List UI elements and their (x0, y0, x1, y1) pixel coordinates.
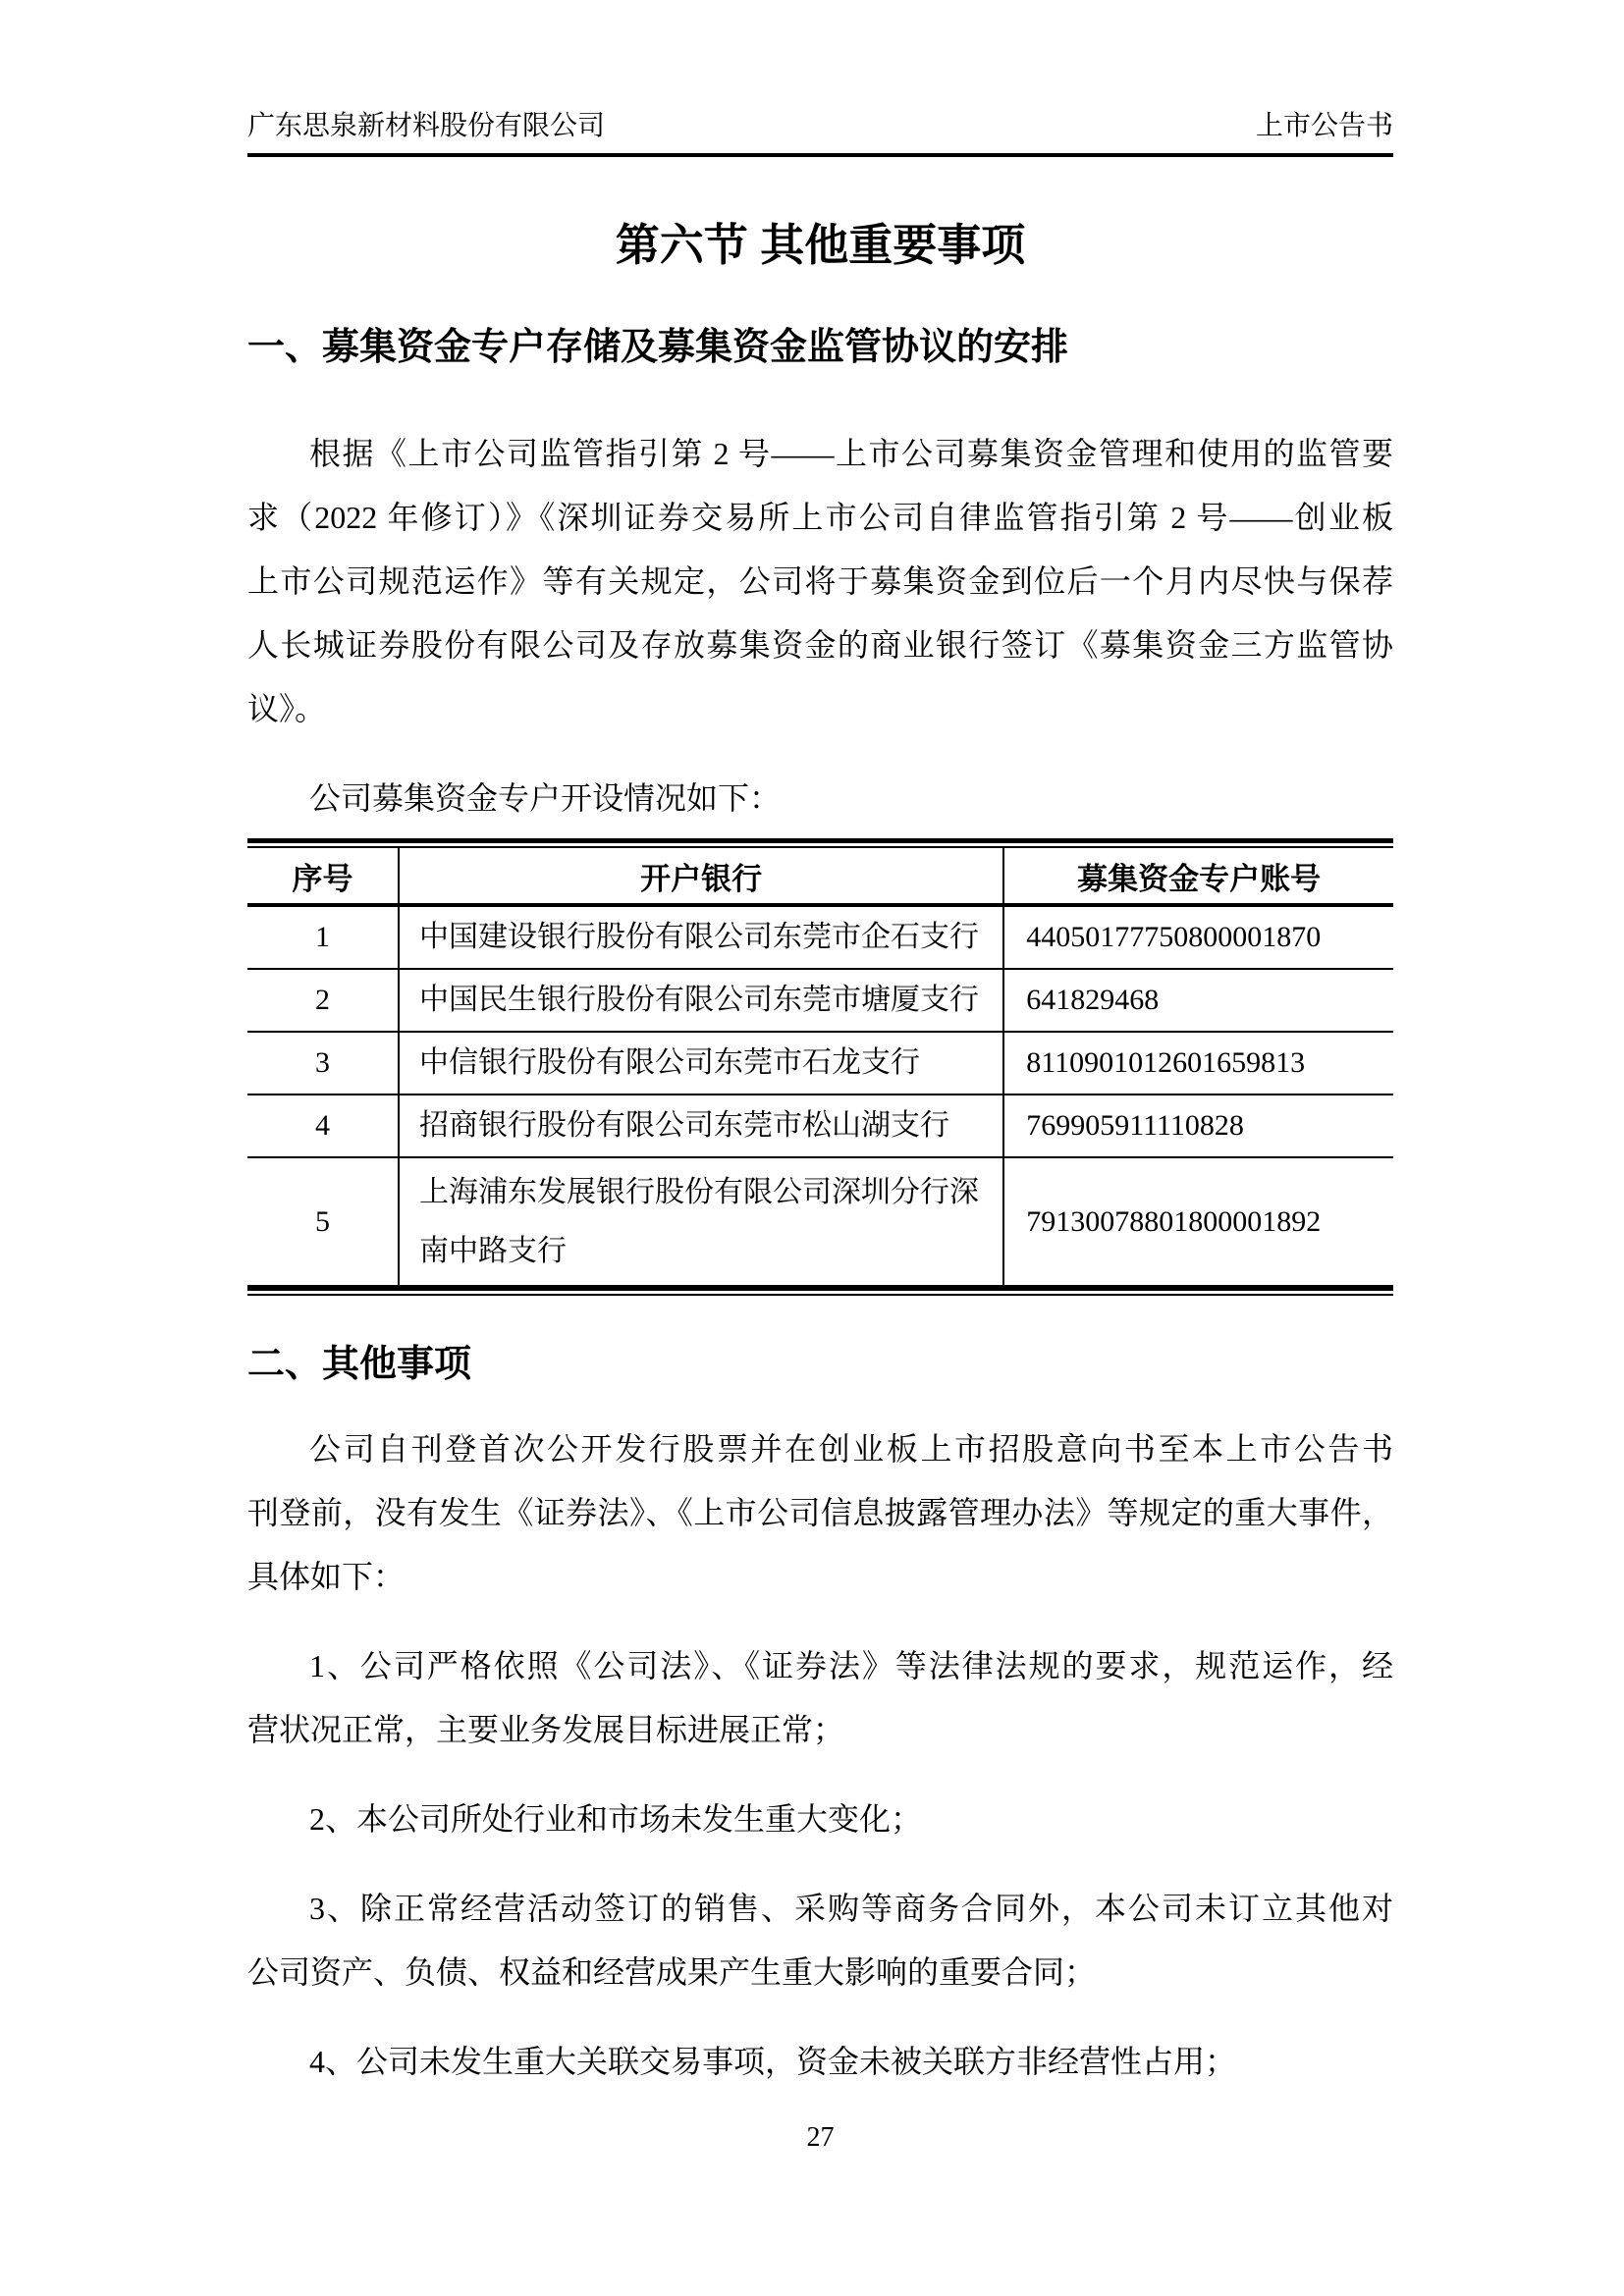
list-item-2 (247, 1788, 1393, 1851)
paragraph-line: 1、公司严格依照《公司法》、《证券法》等法律法规的要求，规范运作，经 (309, 1648, 1393, 1683)
table-row (247, 1032, 1393, 1095)
paragraph-line: 公司资产、负债、权益和经营成果产生重大影响的重要合同； (247, 1954, 1097, 1990)
cell-serial-no: 3 (315, 1046, 331, 1079)
paragraph-line: 4、公司未发生重大关联交易事项，资金未被关联方非经营性占用； (309, 2044, 1237, 2079)
paragraph-line: 2、本公司所处行业和市场未发生重大变化； (309, 1801, 923, 1837)
table-row (247, 1157, 1393, 1285)
paragraph-line: 根据《上市公司监管指引第 2 号——上市公司募集资金管理和使用的监管要 (309, 436, 1393, 471)
table-row (247, 1095, 1393, 1157)
cell-account-number: 641829468 (1003, 969, 1393, 1032)
table-row (247, 969, 1393, 1032)
table-intro-line: 公司募集资金专户开设情况如下： (309, 780, 782, 816)
paragraph-line: 人长城证券股份有限公司及存放募集资金的商业银行签订《募集资金三方监管协 (247, 627, 1393, 663)
header-company-name: 广东思泉新材料股份有限公司 (247, 111, 606, 141)
column-header-bank: 开户银行 (399, 848, 1003, 905)
cell-bank-name: 上海浦东发展银行股份有限公司深圳分行深南中路支行 (399, 1157, 1003, 1285)
paragraph-line: 公司自刊登首次公开发行股票并在创业板上市招股意向书至本上市公告书 (309, 1431, 1393, 1467)
list-item-1 (247, 1634, 1393, 1762)
cell-serial-no: 5 (315, 1204, 331, 1238)
paragraph-line: 3、除正常经营活动签订的销售、采购等商务合同外，本公司未订立其他对 (309, 1891, 1393, 1926)
column-header-no: 序号 (292, 861, 353, 896)
cell-account-number: 769905911110828 (1003, 1095, 1393, 1157)
cell-account-number: 79130078801800001892 (1003, 1157, 1393, 1285)
cell-bank-name: 中国建设银行股份有限公司东莞市企石支行 (399, 905, 1003, 969)
paragraph-line: 上市公司规范运作》等有关规定，公司将于募集资金到位后一个月内尽快与保荐 (247, 563, 1393, 599)
list-item-3 (247, 1877, 1393, 2004)
cell-serial-no: 1 (315, 921, 331, 953)
paragraph-line: 具体如下： (247, 1559, 406, 1594)
table-header-row (247, 848, 1393, 905)
column-header-account: 募集资金专户账号 (1003, 848, 1393, 905)
cell-account-number: 44050177750800001870 (1003, 905, 1393, 969)
table-top-rule (247, 838, 1393, 848)
section-1-heading: 一、募集资金专户存储及募集资金监管协议的安排 (247, 327, 1069, 368)
table-row (247, 905, 1393, 969)
paragraph-line: 营状况正常，主要业务发展目标进展正常； (247, 1712, 845, 1747)
paragraph-line: 求（2022 年修订）》《深圳证券交易所上市公司自律监管指引第 2 号——创业板 (247, 500, 1393, 535)
cell-bank-name: 中信银行股份有限公司东莞市石龙支行 (399, 1032, 1003, 1095)
paragraph-line: 议》。 (247, 691, 327, 726)
cell-serial-no: 2 (315, 984, 331, 1016)
section-1-paragraph (247, 422, 1393, 741)
page-title: 第六节 其他重要事项 (615, 220, 1026, 270)
table-bottom-rule (247, 1285, 1393, 1296)
cell-account-number: 8110901012601659813 (1003, 1032, 1393, 1095)
paragraph-line: 刊登前，没有发生《证券法》、《上市公司信息披露管理办法》等规定的重大事件， (247, 1495, 1393, 1530)
cell-bank-name: 招商银行股份有限公司东莞市松山湖支行 (399, 1095, 1003, 1157)
section-2-heading: 二、其他事项 (247, 1344, 472, 1385)
table-intro-paragraph (247, 767, 1393, 830)
page-number: 27 (806, 2122, 835, 2153)
list-item-4 (247, 2030, 1393, 2094)
running-header (247, 0, 1393, 157)
cell-serial-no: 4 (315, 1109, 331, 1142)
fund-accounts-table (247, 848, 1393, 1285)
section-2-paragraph (247, 1417, 1393, 1609)
cell-bank-name: 中国民生银行股份有限公司东莞市塘厦支行 (399, 969, 1003, 1032)
header-doc-type: 上市公告书 (1255, 111, 1393, 141)
